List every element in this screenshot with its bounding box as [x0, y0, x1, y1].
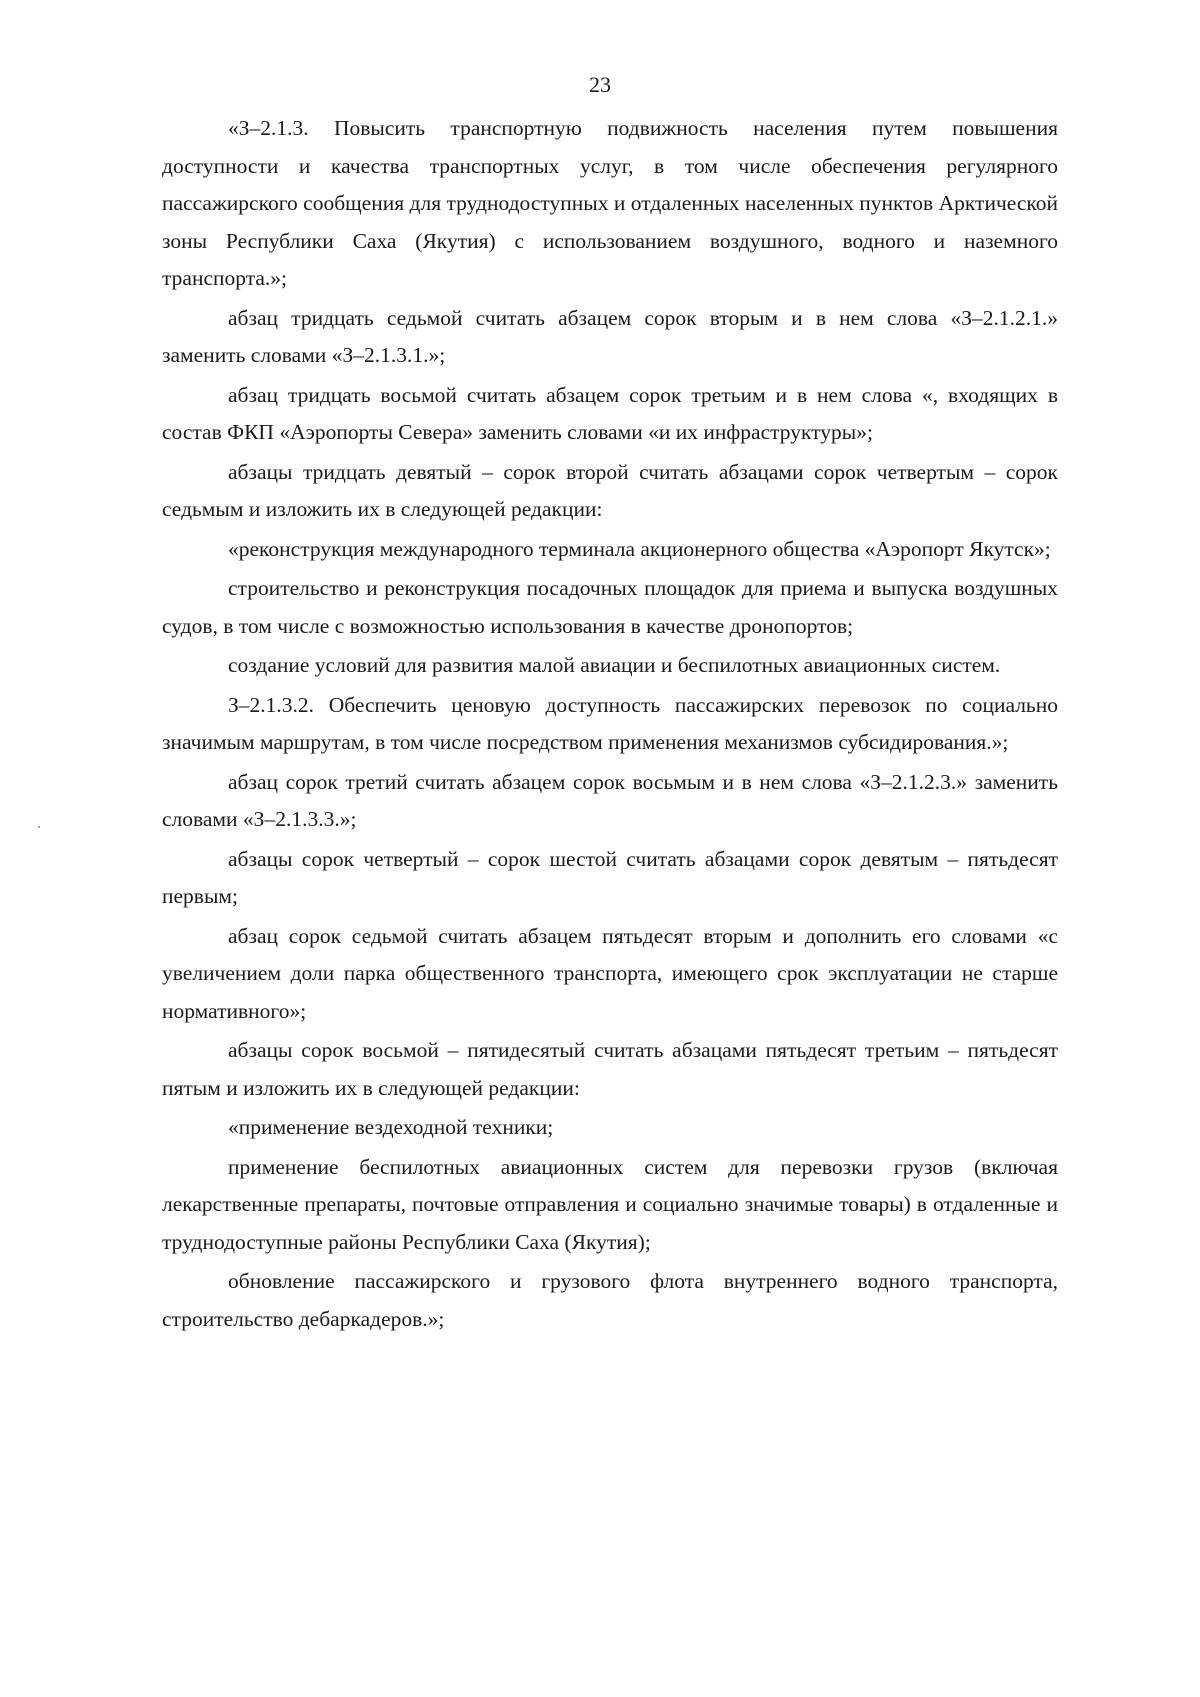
- paragraph: абзац тридцать седьмой считать абзацем сорок вторым и в нем слова «З–2.1.2.1.» заменить словами «З–2.1.3.1.»;: [162, 305, 1058, 367]
- paragraph: абзац сорок третий считать абзацем сорок восьмым и в нем слова «З–2.1.2.3.» заменить словами «З–2.1.3.3.»;: [162, 769, 1058, 831]
- paragraph: «реконструкция международного терминала акционерного общества «Аэропорт Якутск»;: [228, 536, 1051, 561]
- paragraph: применение беспилотных авиационных систем для перевозки грузов (включая лекарственные препараты, почтовые отправления и социально значимые товары) в отдаленные и труднодоступные районы Республики Саха (Якутия);: [162, 1154, 1058, 1254]
- paragraph: обновление пассажирского и грузового флота внутреннего водного транспорта, строительство дебаркадеров.»;: [162, 1269, 1058, 1331]
- paragraph: абзацы сорок четвертый – сорок шестой считать абзацами сорок девятым – пятьдесят первым;: [162, 846, 1058, 908]
- paragraph: строительство и реконструкция посадочных площадок для приема и выпуска воздушных судов, в том числе с возможностью использования в качестве дронопортов;: [162, 576, 1058, 638]
- paragraph: «З–2.1.3. Повысить транспортную подвижность населения путем повышения доступности и качества транспортных услуг, в том числе обеспечения регулярного пассажирского сообщения для труднодоступных и отдаленных населенных пунктов Арктической зоны Республики Саха (Якутия) с использованием воздушного, водного и наземного транспорта.»;: [162, 116, 1058, 290]
- paragraph: абзацы тридцать девятый – сорок второй считать абзацами сорок четвертым – сорок седьмым и изложить их в следующей редакции:: [162, 459, 1058, 521]
- paragraph: создание условий для развития малой авиации и беспилотных авиационных систем.: [228, 653, 1001, 677]
- paragraph: абзацы сорок восьмой – пятидесятый считать абзацами пятьдесят третьим – пятьдесят пятым и изложить их в следующей редакции:: [162, 1038, 1058, 1100]
- paragraph: абзац сорок седьмой считать абзацем пятьдесят вторым и дополнить его словами «с увеличением доли парка общественного транспорта, имеющего срок эксплуатации не старше нормативного»;: [162, 923, 1058, 1023]
- paragraph: З–2.1.3.2. Обеспечить ценовую доступность пассажирских перевозок по социально значимым маршрутам, в том числе посредством применения механизмов субсидирования.»;: [162, 692, 1058, 754]
- scan-speck: [38, 826, 40, 828]
- paragraph: «применение вездеходной техники;: [228, 1115, 554, 1139]
- paragraph: абзац тридцать восьмой считать абзацем сорок третьим и в нем слова «, входящих в состав ФКП «Аэропорты Севера» заменить словами «и их инфраструктуры»;: [162, 382, 1058, 444]
- document-body: [162, 110, 1058, 1340]
- page-number: 23: [589, 72, 611, 97]
